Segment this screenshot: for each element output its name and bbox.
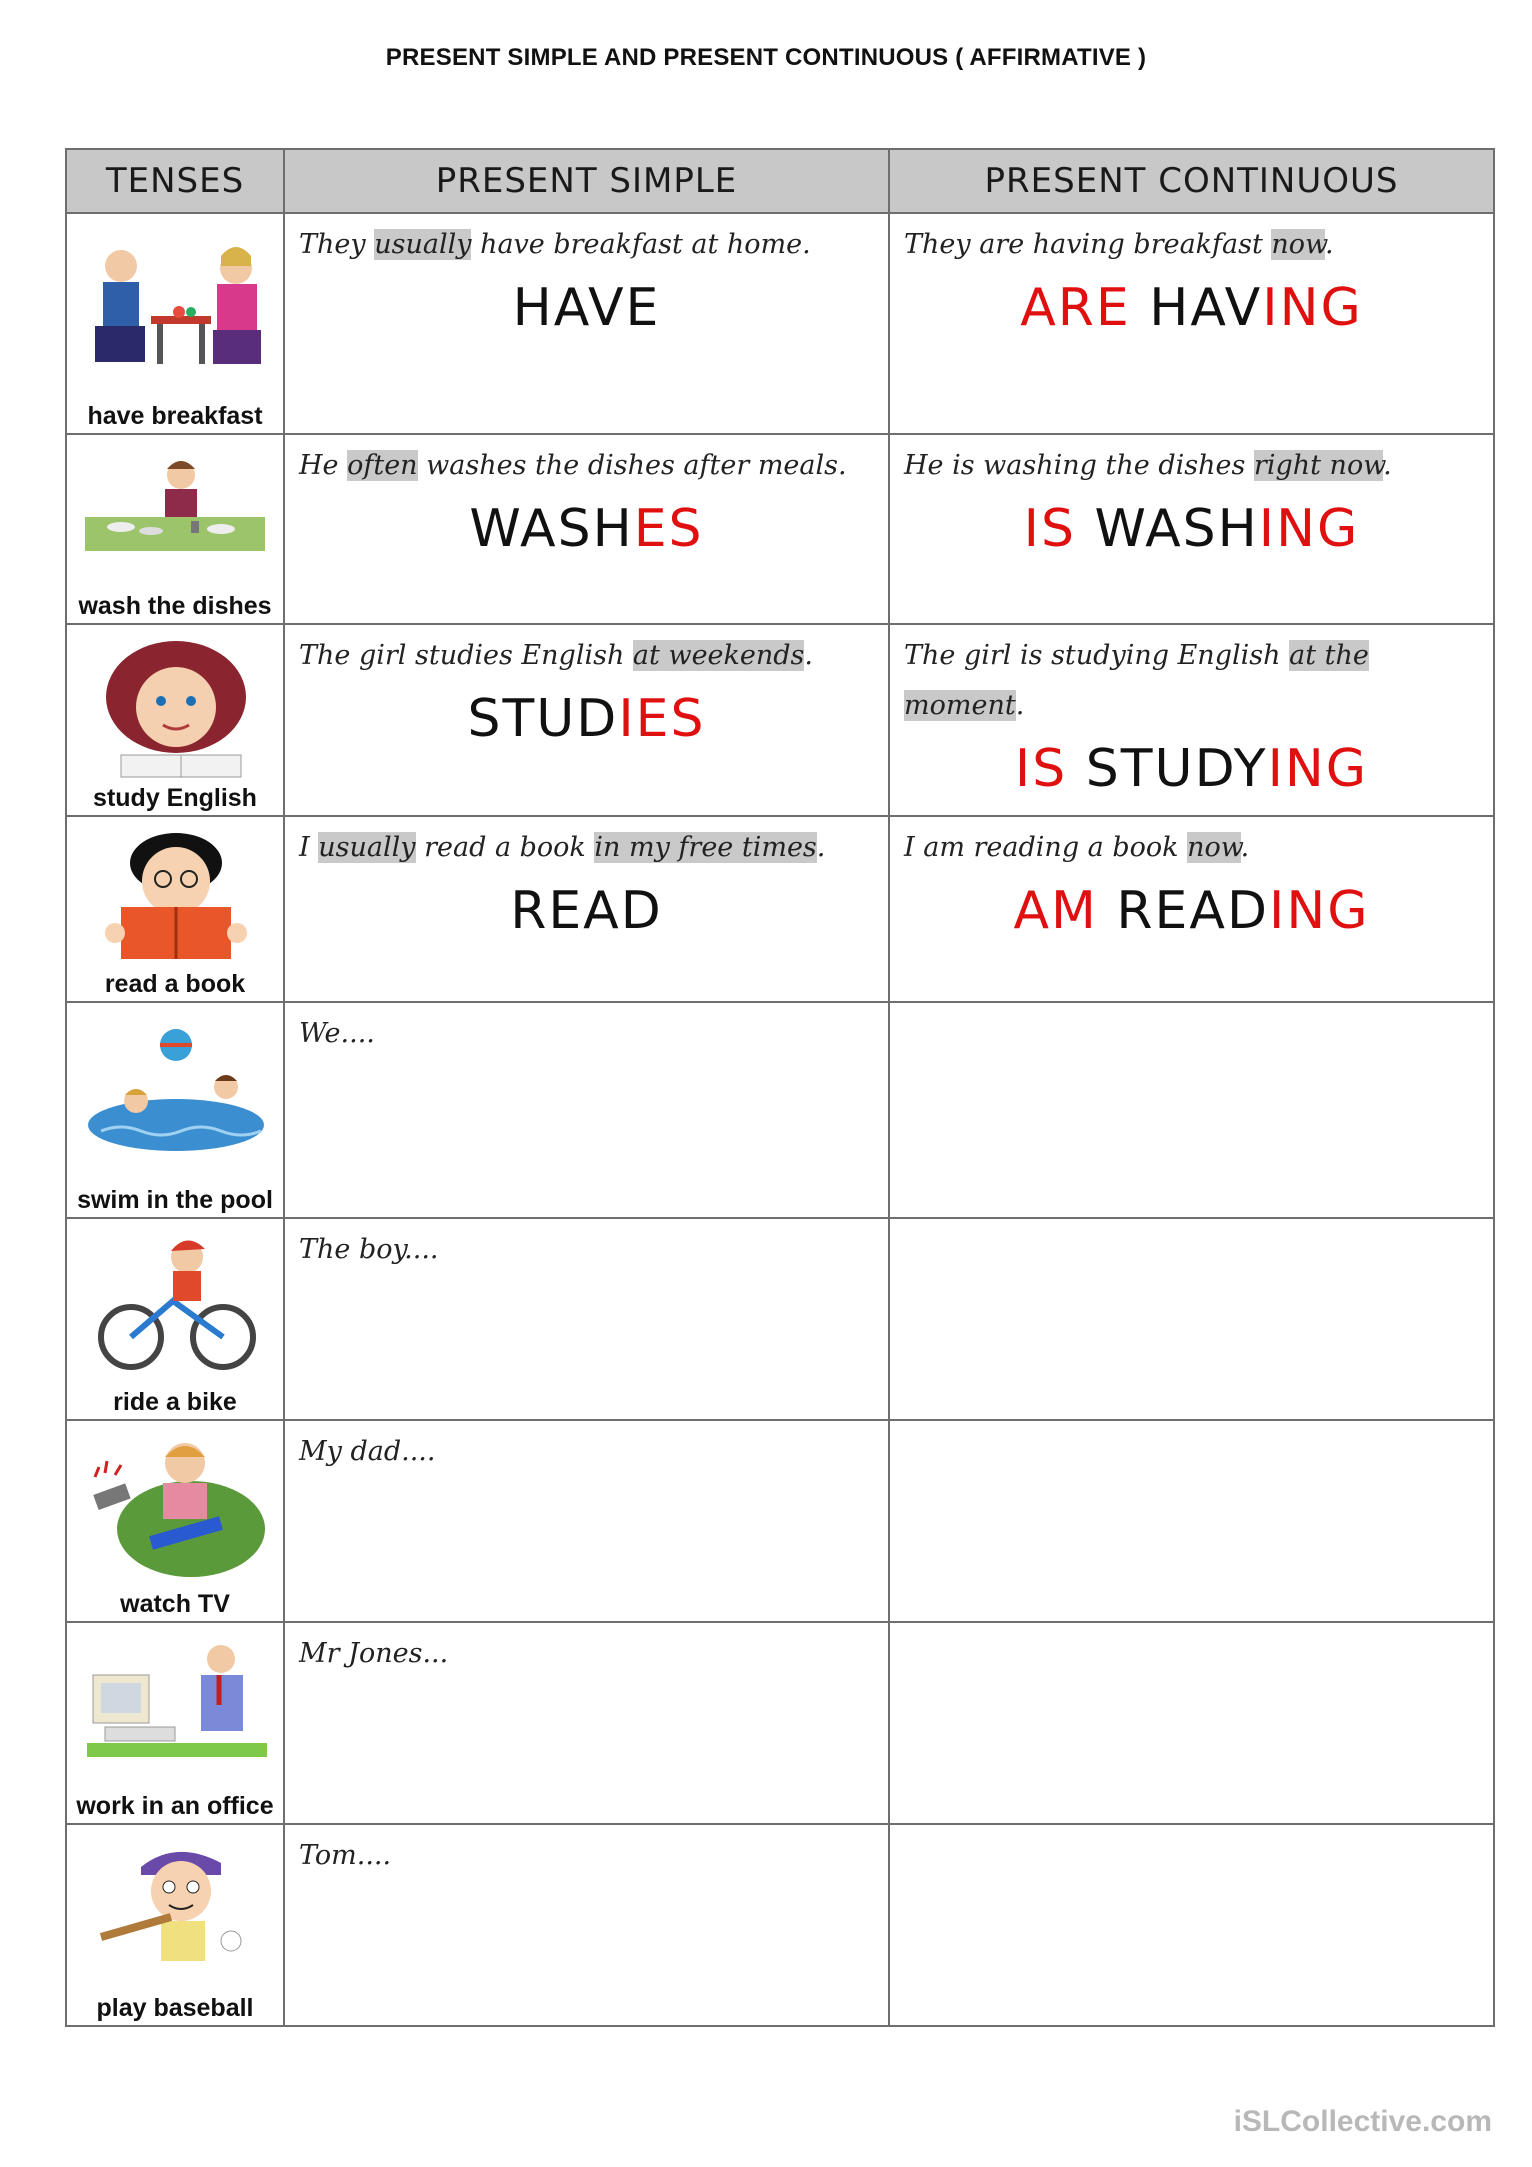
header-row xyxy=(66,149,1494,213)
worksheet-title: PRESENT SIMPLE AND PRESENT CONTINUOUS ( AFFIRMATIVE ) xyxy=(385,44,1147,71)
time-expression-highlight: at the moment xyxy=(904,640,1369,721)
site-watermark: iSLCollective.com xyxy=(1233,2105,1492,2138)
present-simple-cell xyxy=(284,434,889,624)
picture-cell xyxy=(66,1218,284,1420)
picture-cell xyxy=(66,213,284,434)
verb-form: STUDIES xyxy=(467,689,706,749)
verb-form: HAVE xyxy=(512,278,661,338)
time-expression-highlight: now xyxy=(1187,832,1241,863)
present-continuous-cell xyxy=(889,816,1494,1002)
present-continuous-cell xyxy=(889,1420,1494,1622)
answer-prompt: My dad.... xyxy=(299,1436,436,1467)
table-row xyxy=(66,1622,1494,1824)
example-sentence: He often washes the dishes after meals. xyxy=(299,450,847,481)
present-simple-cell xyxy=(284,1002,889,1218)
present-continuous-cell xyxy=(889,1622,1494,1824)
answer-prompt: Mr Jones... xyxy=(299,1638,449,1669)
time-expression-highlight: in my free times xyxy=(594,832,817,863)
present-continuous-cell xyxy=(889,624,1494,816)
present-simple-cell xyxy=(284,213,889,434)
picture-cell xyxy=(66,816,284,1002)
activity-caption: ride a bike xyxy=(113,1388,237,1416)
table-row xyxy=(66,434,1494,624)
picture-cell xyxy=(66,1824,284,2026)
reading-illustration xyxy=(81,829,271,969)
table-row xyxy=(66,624,1494,816)
activity-caption: study English xyxy=(93,784,257,812)
present-continuous-cell xyxy=(889,1218,1494,1420)
time-expression-highlight: often xyxy=(347,450,418,481)
present-simple-cell xyxy=(284,1420,889,1622)
bike-illustration xyxy=(81,1231,271,1381)
answer-prompt: We.... xyxy=(299,1018,375,1049)
present-simple-cell xyxy=(284,624,889,816)
office-illustration xyxy=(81,1635,271,1785)
answer-prompt: The boy.... xyxy=(299,1234,439,1265)
picture-cell xyxy=(66,1622,284,1824)
activity-caption: watch TV xyxy=(120,1590,230,1618)
verb-form: READ xyxy=(510,881,663,941)
example-sentence: They are having breakfast now. xyxy=(904,229,1334,260)
activity-caption: read a book xyxy=(104,970,246,998)
verb-form: ARE HAVING xyxy=(1020,278,1363,338)
verb-form: IS WASHING xyxy=(1023,499,1360,559)
verb-form: WASHES xyxy=(469,499,704,559)
swimming-illustration xyxy=(81,1015,271,1165)
picture-cell xyxy=(66,1002,284,1218)
present-continuous-cell xyxy=(889,434,1494,624)
example-sentence: The girl is studying English at the moment. xyxy=(904,640,1369,721)
header-tenses: TENSES xyxy=(66,149,284,213)
example-sentence: They usually have breakfast at home. xyxy=(299,229,811,260)
tv-illustration xyxy=(81,1433,271,1583)
example-sentence: The girl studies English at weekends. xyxy=(299,640,813,671)
table-row xyxy=(66,816,1494,1002)
answer-prompt: Tom.... xyxy=(299,1840,392,1871)
dishes-illustration xyxy=(81,447,271,577)
breakfast-illustration xyxy=(81,226,271,376)
time-expression-highlight: now xyxy=(1271,229,1325,260)
picture-cell xyxy=(66,1420,284,1622)
time-expression-highlight: usually xyxy=(374,229,472,260)
verb-form: AM READING xyxy=(1013,881,1370,941)
tenses-table xyxy=(65,148,1495,2027)
header-present-continuous: PRESENT CONTINUOUS xyxy=(889,149,1494,213)
example-sentence: I usually read a book in my free times. xyxy=(299,832,826,863)
time-expression-highlight: usually xyxy=(318,832,416,863)
picture-cell xyxy=(66,434,284,624)
table-row xyxy=(66,1218,1494,1420)
present-simple-cell xyxy=(284,816,889,1002)
picture-cell xyxy=(66,624,284,816)
baseball-illustration xyxy=(81,1837,271,1987)
study-illustration xyxy=(81,637,271,787)
present-continuous-cell xyxy=(889,213,1494,434)
table-row xyxy=(66,1824,1494,2026)
time-expression-highlight: at weekends xyxy=(632,640,805,671)
present-continuous-cell xyxy=(889,1002,1494,1218)
activity-caption: swim in the pool xyxy=(77,1186,273,1214)
present-simple-cell xyxy=(284,1824,889,2026)
present-simple-cell xyxy=(284,1622,889,1824)
present-continuous-cell xyxy=(889,1824,1494,2026)
activity-caption: play baseball xyxy=(96,1994,254,2022)
table-row xyxy=(66,1002,1494,1218)
verb-form: IS STUDYING xyxy=(1014,739,1369,799)
example-sentence: I am reading a book now. xyxy=(904,832,1250,863)
table-row xyxy=(66,213,1494,434)
header-present-simple: PRESENT SIMPLE xyxy=(284,149,889,213)
activity-caption: work in an office xyxy=(76,1792,274,1820)
example-sentence: He is washing the dishes right now. xyxy=(904,450,1392,481)
activity-caption: have breakfast xyxy=(87,402,263,430)
table-row xyxy=(66,1420,1494,1622)
present-simple-cell xyxy=(284,1218,889,1420)
time-expression-highlight: right now xyxy=(1253,450,1384,481)
activity-caption: wash the dishes xyxy=(78,592,272,620)
